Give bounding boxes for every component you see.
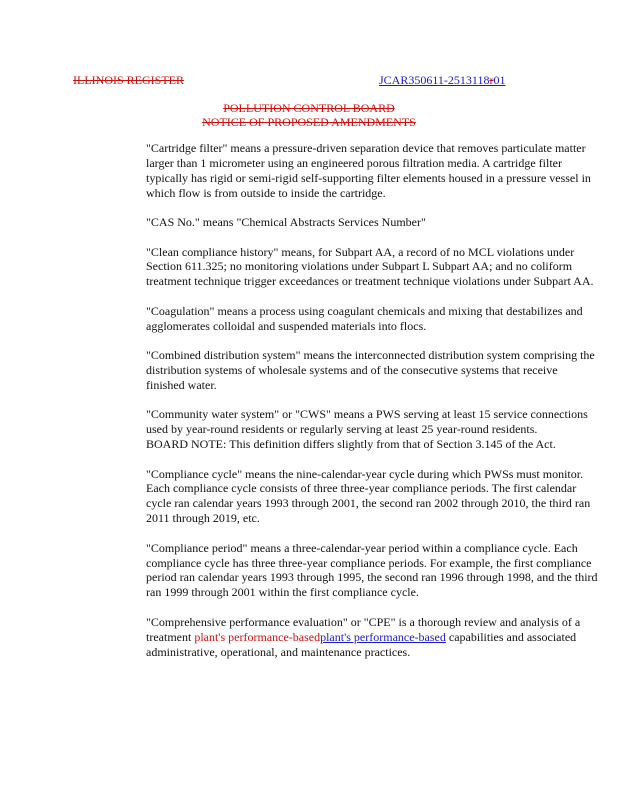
community-water-system-text: "Community water system" or "CWS" means a PWS serving at least 15 service connections used by year-round residents or regularly serving at least 25 year-round residents. xyxy=(146,407,588,437)
definition-compliance-period: "Compliance period" means a three-calendar-year period within a compliance cycle. Each compliance cycle has three three-year compliance periods. For example, the first compliance period ran calendar years 1993 through 1995, the second ran 1996 through 1998, and the third ran 1999 through 2001 within the first compliance cycle. xyxy=(146,540,598,600)
cpe-tail: capabilities and associated administrative, operational, and maintenance practices. xyxy=(146,629,577,659)
definition-combined-distribution-system: "Combined distribution system" means the interconnected distribution system comprising the distribution systems of wholesale systems and of the consecutive systems that receive finished water. xyxy=(146,348,595,392)
definition-compliance-cycle: "Compliance cycle" means the nine-calendar-year cycle during which PWSs must monitor. Each compliance cycle consists of three three-year compliance periods. The first calendar cycle ran calendar years 1993 through 2001, the second ran 2002 through 2010, the third ran 2011 through 2019, etc. xyxy=(146,466,591,526)
definition-cartridge-filter: "Cartridge filter" means a pressure-driven separation device that removes particulate matter larger than 1 micrometer using an engineered porous filtration media. A cartridge filter typically has rigid or semi-rigid self-supporting filter elements housed in a pressure vessel in which flow is from outside to inside the cartridge. xyxy=(146,141,591,200)
jcar-code-suffix: 01 xyxy=(493,73,506,87)
definition-clean-compliance-history: "Clean compliance history" means, for Subpart AA, a record of no MCL violations under Section 611.325; no monitoring violations under Subpart L Subpart AA; and no coliform treatment technique trigger exceedances or treatment technique violations under Subpart AA. xyxy=(146,244,594,289)
cpe-lead: "Comprehensive performance evaluation" or "CPE" is a thorough review and analysis of a treatment xyxy=(146,614,581,644)
board-note: BOARD NOTE: This definition differs slightly from that of Section 3.145 of the Act. xyxy=(146,437,556,452)
jcar-code xyxy=(379,73,505,88)
cpe-inserted-text: plant's performance-based xyxy=(320,629,446,644)
jcar-code-prefix: JCAR350611-2513118 xyxy=(379,73,490,87)
definition-community-water-system xyxy=(146,407,598,452)
jcar-code-deleted: r xyxy=(489,73,494,87)
definition-coagulation: "Coagulation" means a process using coagulant chemicals and mixing that destabilizes and agglomerates colloidal and suspended materials into flocs. xyxy=(146,303,583,333)
definition-cas-no: "CAS No." means "Chemical Abstracts Services Number" xyxy=(146,215,426,230)
agency-title: POLLUTION CONTROL BOARD xyxy=(223,101,395,115)
definition-comprehensive-performance-evaluation xyxy=(146,615,598,660)
cpe-deleted-text: plant's performance-based xyxy=(194,629,321,644)
register-title: ILLINOIS REGISTER xyxy=(73,73,184,87)
notice-title: NOTICE OF PROPOSED AMENDMENTS xyxy=(202,115,416,129)
document-body xyxy=(146,141,598,674)
